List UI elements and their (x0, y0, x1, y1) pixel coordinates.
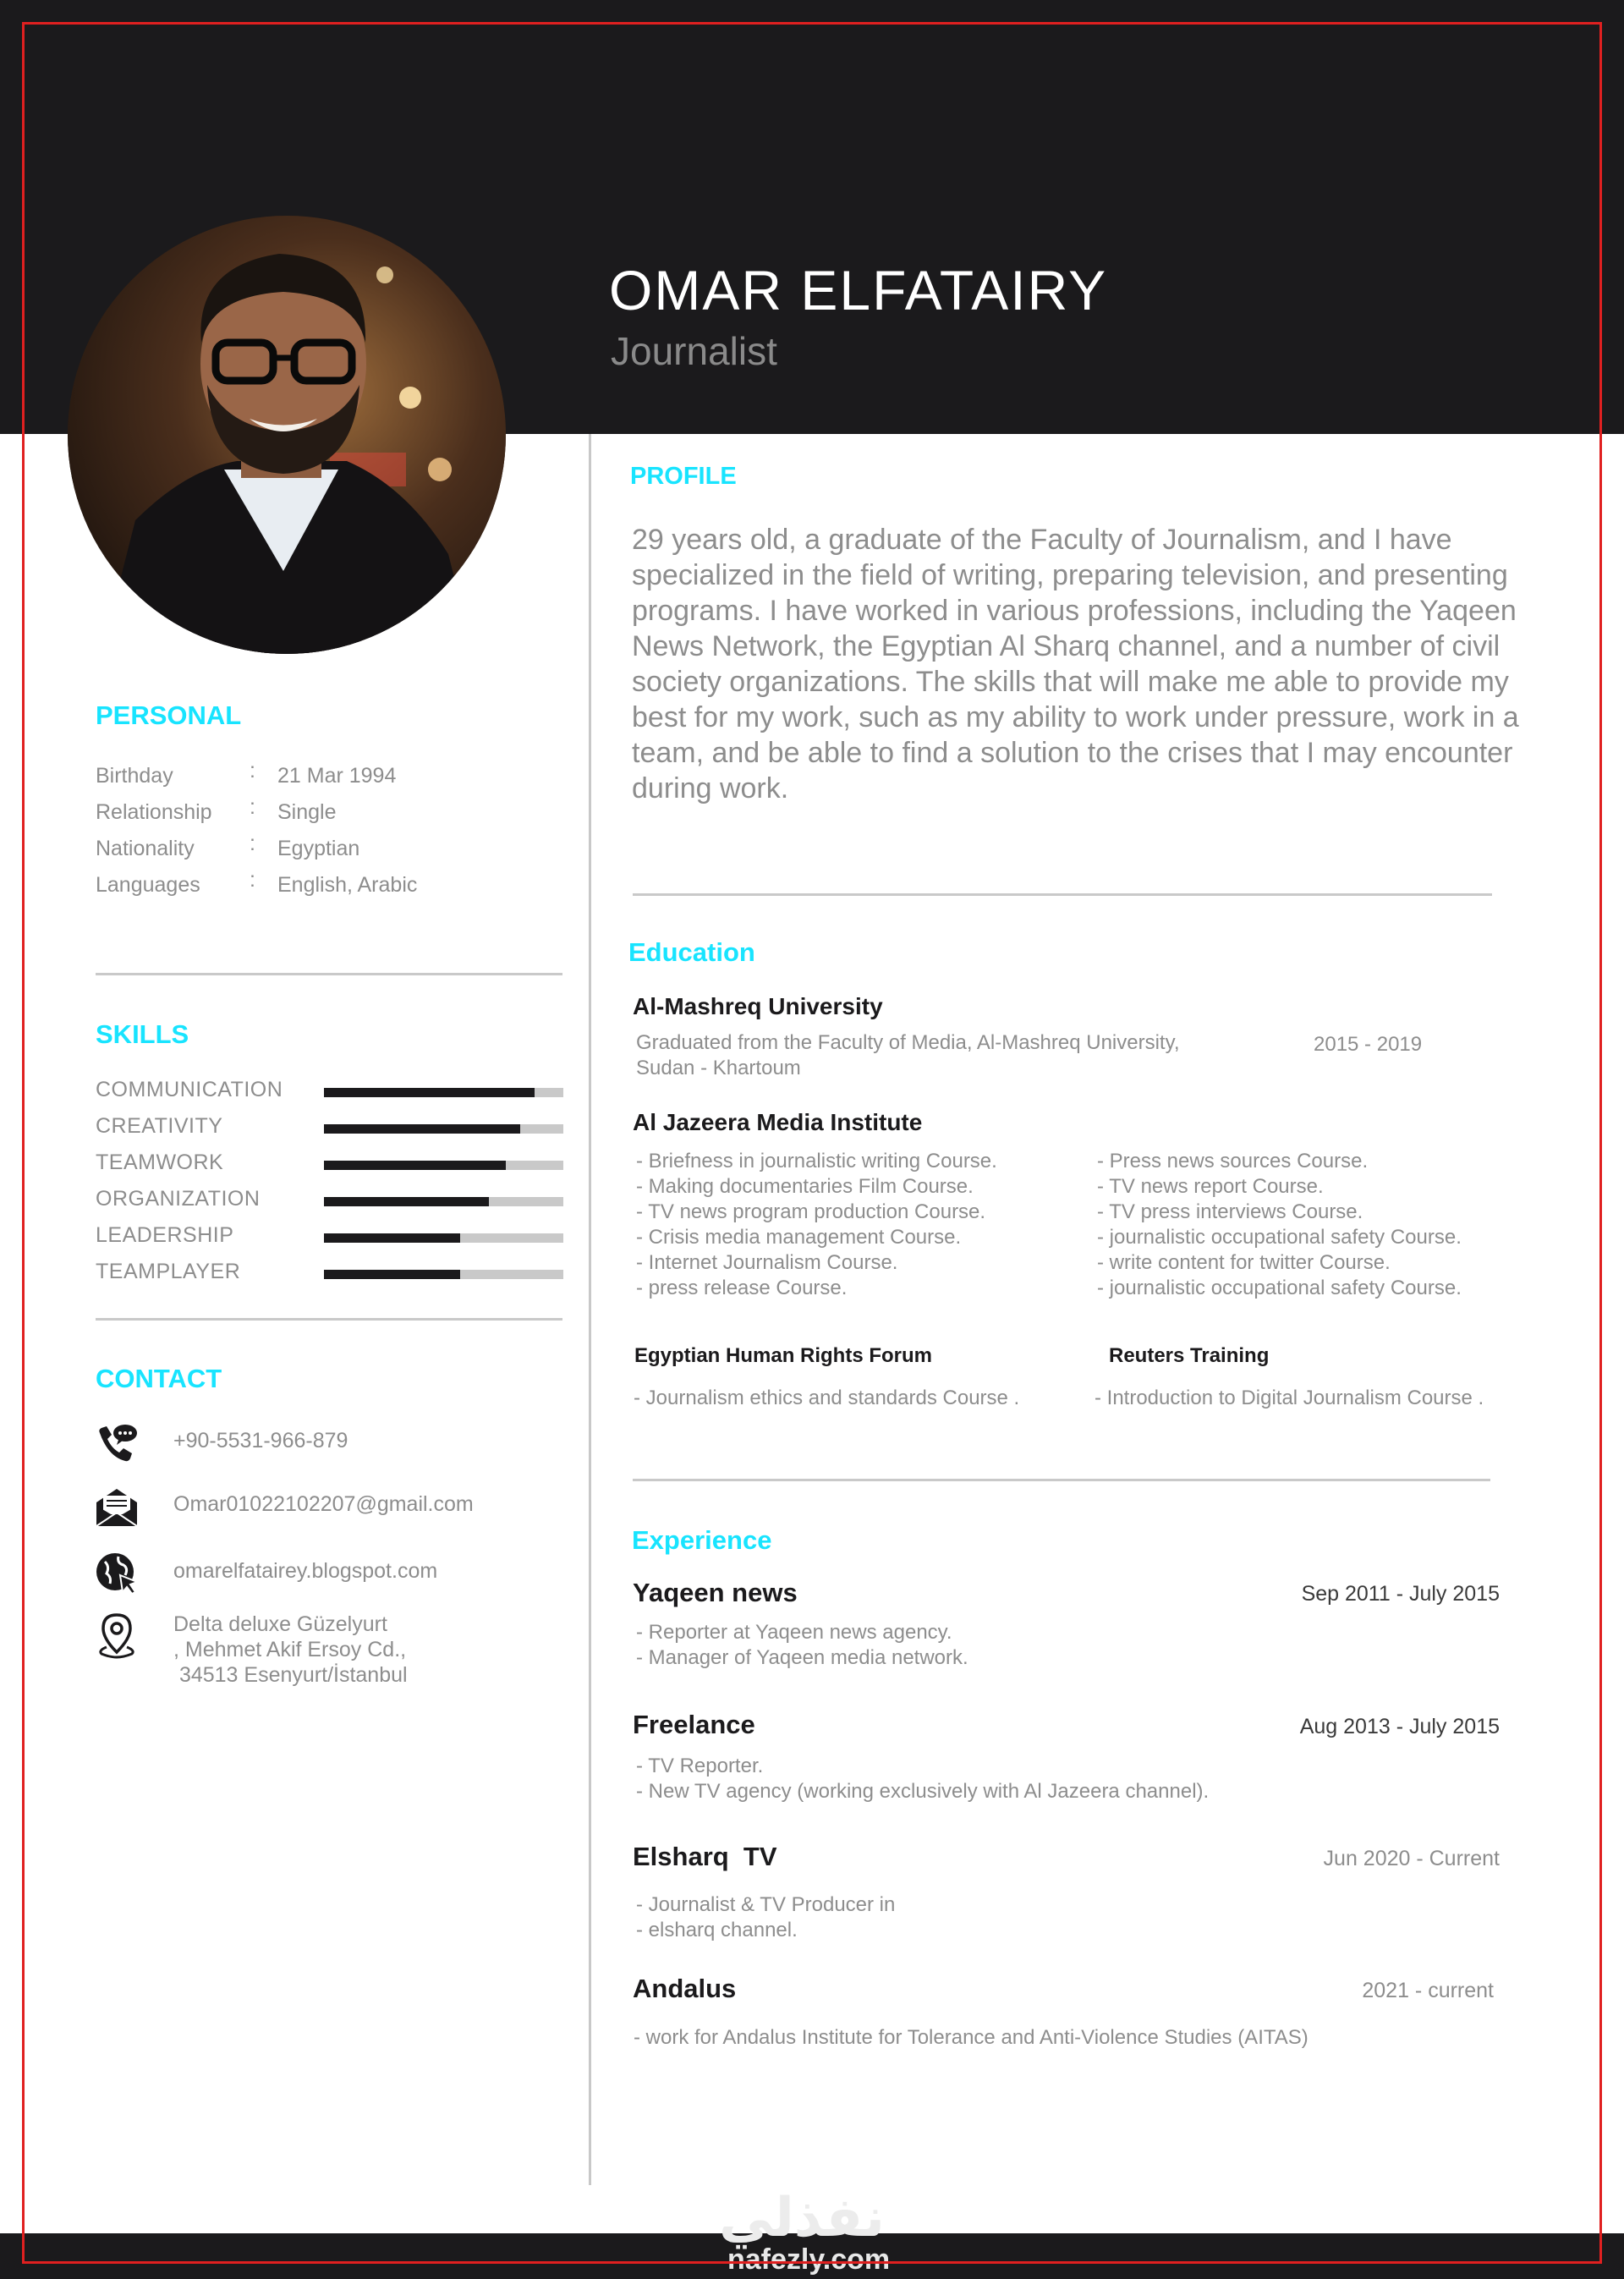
exp-details (636, 1754, 1209, 1804)
skill-row (96, 1150, 569, 1184)
skill-row (96, 1114, 569, 1148)
skill-bar-fill (324, 1233, 460, 1243)
skill-label: LEADERSHIP (96, 1223, 234, 1247)
skill-bar-track (324, 1197, 563, 1206)
skill-row (96, 1223, 569, 1257)
skill-bar-fill (324, 1270, 460, 1279)
course-item: - TV press interviews Course. (1097, 1200, 1363, 1223)
skills-heading: SKILLS (96, 1019, 189, 1049)
personal-row-relationship (96, 795, 569, 834)
contact-phone[interactable]: +90-5531-966-879 (173, 1429, 348, 1453)
personal-divider (96, 973, 562, 975)
personal-value: Single (277, 800, 337, 824)
column-divider (589, 434, 591, 2185)
exp-details (634, 2025, 1309, 2051)
skill-bar-track (324, 1270, 563, 1279)
edu-mashreq-desc (636, 1030, 1179, 1081)
edu-mashreq-name: Al-Mashreq University (633, 993, 883, 1019)
course-item: - Making documentaries Film Course. (636, 1175, 974, 1198)
edu-mashreq-years: 2015 - 2019 (1314, 1033, 1423, 1056)
experience-heading: Experience (632, 1525, 772, 1555)
exp-company: Andalus (633, 1974, 737, 2003)
contact-heading: CONTACT (96, 1364, 222, 1393)
personal-row-languages (96, 868, 569, 907)
skill-row (96, 1187, 569, 1221)
globe-cursor-icon (93, 1550, 140, 1597)
contact-address (173, 1612, 408, 1688)
course-item: - Internet Journalism Course. (636, 1251, 898, 1274)
personal-heading: PERSONAL (96, 700, 242, 730)
exp-company: Yaqeen news (633, 1578, 798, 1607)
exp-line: - TV Reporter. (636, 1755, 764, 1777)
exp-details (636, 1620, 968, 1671)
exp-company: Elsharq TV (633, 1842, 777, 1871)
colon: : (250, 759, 255, 783)
address-line: 34513 Esenyurt/İstanbul (173, 1663, 408, 1687)
exp-dates: 2021 - current (1362, 1979, 1494, 2002)
education-heading: Education (628, 937, 755, 967)
exp-company: Freelance (633, 1710, 755, 1739)
desc-line: Sudan - Khartoum (636, 1057, 801, 1079)
watermark-latin: nafezly.com (727, 2243, 891, 2276)
personal-key: Languages (96, 873, 200, 897)
address-line: , Mehmet Akif Ersoy Cd., (173, 1638, 407, 1661)
exp-dates: Jun 2020 - Current (1323, 1847, 1500, 1870)
profile-divider (633, 893, 1492, 896)
edu-ehrf-course: - Journalism ethics and standards Course . (634, 1387, 1020, 1409)
personal-key: Nationality (96, 837, 195, 860)
watermark-arabic: نفذلي (719, 2187, 885, 2249)
skill-label: COMMUNICATION (96, 1078, 283, 1101)
exp-line: - work for Andalus Institute for Tolerance and Anti-Violence Studies (AITAS) (634, 2026, 1309, 2049)
skill-bar-track (324, 1161, 563, 1170)
course-item: - Briefness in journalistic writing Course. (636, 1150, 997, 1172)
location-pin-icon (93, 1612, 140, 1659)
skill-bar-track (324, 1124, 563, 1134)
profile-photo (68, 216, 506, 654)
exp-dates: Aug 2013 - July 2015 (1299, 1715, 1500, 1738)
personal-value: English, Arabic (277, 873, 418, 897)
course-item: - Crisis media management Course. (636, 1226, 962, 1249)
exp-details (636, 1892, 895, 1943)
email-icon (93, 1482, 140, 1529)
course-item: - press release Course. (636, 1277, 848, 1299)
skill-row (96, 1260, 569, 1293)
skill-row (96, 1078, 569, 1112)
skill-bar-fill (324, 1088, 535, 1097)
course-item: - journalistic occupational safety Course. (1097, 1226, 1462, 1249)
course-item: - write content for twitter Course. (1097, 1251, 1391, 1274)
phone-icon (93, 1421, 140, 1469)
course-item: - Press news sources Course. (1097, 1150, 1369, 1172)
desc-line: Graduated from the Faculty of Media, Al-Mashreq University, (636, 1031, 1180, 1054)
skill-bar-fill (324, 1124, 520, 1134)
exp-line: - Manager of Yaqeen media network. (636, 1646, 968, 1669)
personal-value: Egyptian (277, 837, 360, 860)
course-item: - TV news program production Course. (636, 1200, 986, 1223)
personal-value: 21 Mar 1994 (277, 764, 397, 788)
profile-heading: PROFILE (630, 463, 737, 490)
contact-email[interactable]: Omar01022102207@gmail.com (173, 1492, 474, 1516)
candidate-name: OMAR ELFATAIRY (609, 259, 1108, 321)
education-divider (633, 1479, 1490, 1481)
skill-label: ORGANIZATION (96, 1187, 261, 1211)
colon: : (250, 868, 255, 892)
personal-key: Birthday (96, 764, 173, 788)
skill-bar-fill (324, 1161, 506, 1170)
profile-text: 29 years old, a graduate of the Faculty of Journalism, and I have specialized in the field of writing, preparing television, and presenting programs. I have worked in various professions, including the Yaqeen News Network, the Egyptian Al Sharq channel, and a number of civil society organizations. The skills that will make me able to provide my best for my work, such as my ability to work under pressure, work in a team, and be able to find a solution to the crises that I may encounter during work. (632, 524, 1519, 805)
personal-row-birthday (96, 759, 569, 798)
edu-jazeera-name: Al Jazeera Media Institute (633, 1109, 923, 1135)
colon: : (250, 795, 255, 819)
portrait-illustration (68, 216, 506, 654)
edu-ehrf-name: Egyptian Human Rights Forum (634, 1344, 933, 1367)
skill-bar-track (324, 1233, 563, 1243)
course-item: - TV news report Course. (1097, 1175, 1324, 1198)
skill-label: TEAMPLAYER (96, 1260, 241, 1283)
edu-jazeera-courses-right (1097, 1149, 1462, 1301)
edu-reuters-name: Reuters Training (1109, 1344, 1270, 1367)
exp-line: - Journalist & TV Producer in (636, 1893, 896, 1916)
personal-row-nationality (96, 832, 569, 870)
candidate-title: Journalist (611, 329, 777, 373)
address-line: Delta deluxe Güzelyurt (173, 1612, 387, 1636)
skills-divider (96, 1318, 562, 1321)
exp-line: - New TV agency (working exclusively with Al Jazeera channel). (636, 1780, 1210, 1803)
course-item: - journalistic occupational safety Course. (1097, 1277, 1462, 1299)
contact-website[interactable]: omarelfatairey.blogspot.com (173, 1559, 438, 1583)
edu-reuters-course: - Introduction to Digital Journalism Course . (1095, 1387, 1484, 1409)
skill-bar-fill (324, 1197, 489, 1206)
colon: : (250, 832, 255, 855)
exp-dates: Sep 2011 - July 2015 (1301, 1582, 1500, 1606)
personal-key: Relationship (96, 800, 212, 824)
skill-label: TEAMWORK (96, 1150, 224, 1174)
edu-jazeera-courses-left (636, 1149, 997, 1301)
skill-label: CREATIVITY (96, 1114, 223, 1138)
exp-line: - elsharq channel. (636, 1919, 798, 1941)
skill-bar-track (324, 1088, 563, 1097)
exp-line: - Reporter at Yaqeen news agency. (636, 1621, 952, 1644)
